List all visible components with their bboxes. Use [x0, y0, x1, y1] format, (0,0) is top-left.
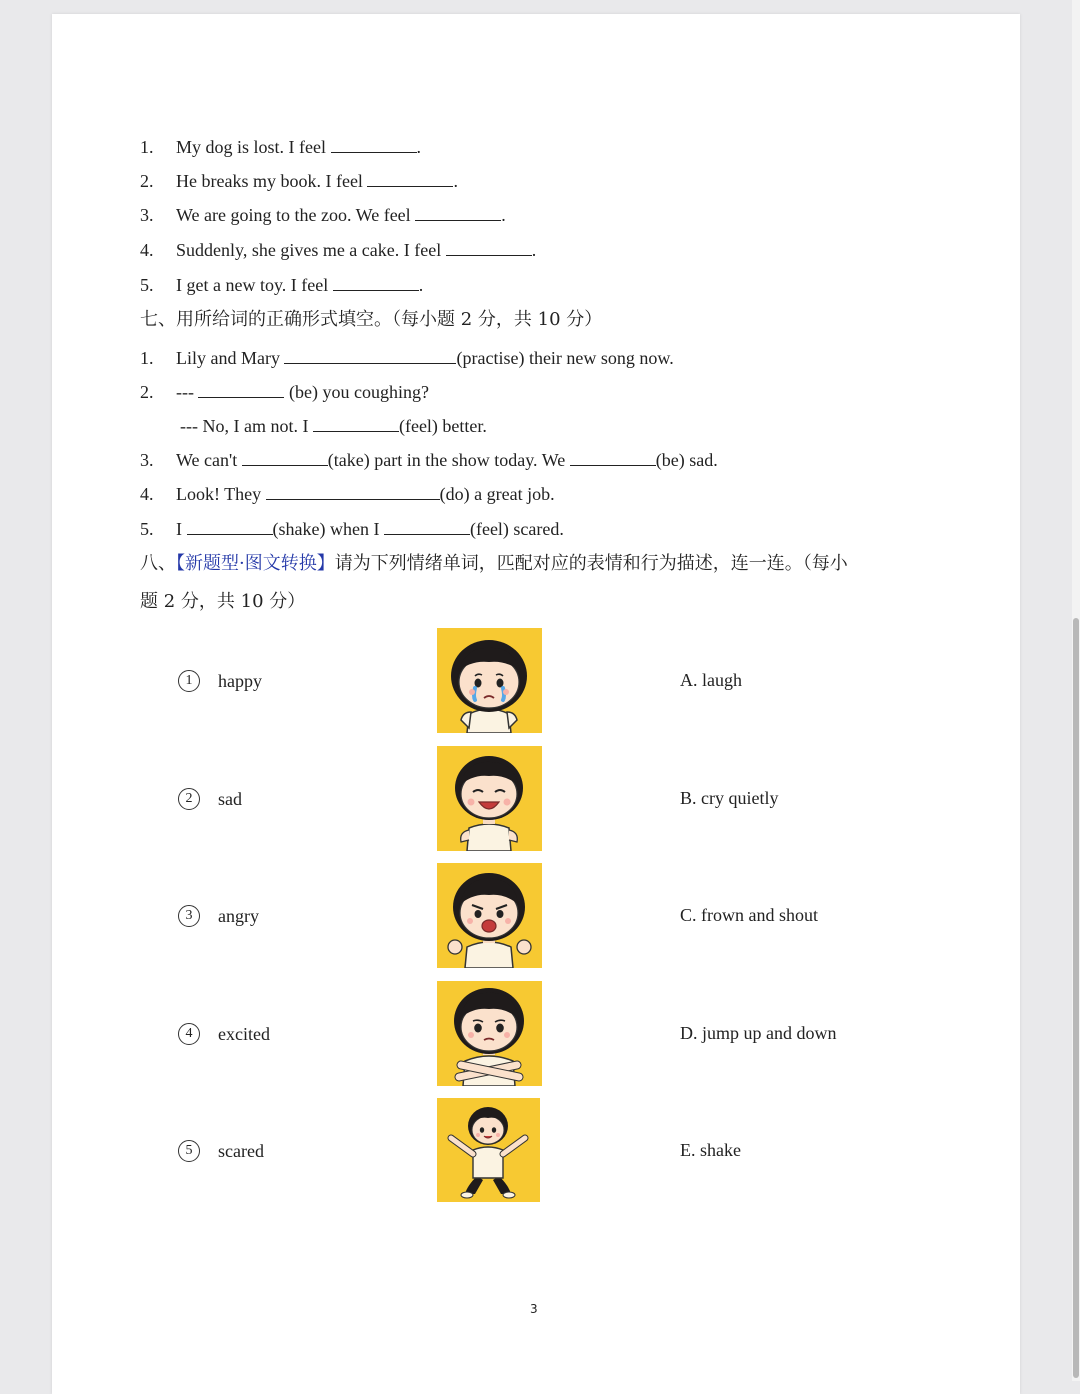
emotion-word[interactable]: excited — [218, 1024, 270, 1044]
answer-blank[interactable] — [331, 136, 417, 153]
emotion-word[interactable]: sad — [218, 789, 242, 809]
s6-item-1: 1. My dog is lost. I feel . — [140, 137, 421, 157]
answer-blank[interactable] — [198, 381, 284, 398]
behavior-description[interactable]: C. frown and shout — [680, 905, 818, 925]
behavior-description[interactable]: A. laugh — [680, 670, 742, 690]
answer-blank[interactable] — [313, 415, 399, 432]
emotion-word[interactable]: angry — [218, 906, 259, 926]
crying-face-picture[interactable] — [437, 628, 542, 733]
circled-number: 2 — [178, 788, 200, 810]
s7-item-5: 5. I (shake) when I (feel) scared. — [140, 519, 564, 539]
answer-blank[interactable] — [570, 449, 656, 466]
s7-item-2: 2. --- (be) you coughing? — [140, 382, 429, 402]
answer-blank[interactable] — [384, 518, 470, 535]
answer-blank[interactable] — [367, 170, 453, 187]
question-type-tag: 【新题型·图文转换】 — [176, 553, 335, 574]
circled-number: 5 — [178, 1140, 200, 1162]
answer-blank[interactable] — [187, 518, 273, 535]
jumping-child-picture[interactable] — [437, 1098, 540, 1202]
circled-number: 4 — [178, 1023, 200, 1045]
s6-item-4: 4. Suddenly, she gives me a cake. I feel . — [140, 240, 537, 260]
answer-blank[interactable] — [266, 483, 440, 500]
emotion-word[interactable]: scared — [218, 1141, 264, 1161]
s7-item-4: 4. Look! They (do) a great job. — [140, 484, 555, 504]
shouting-face-picture[interactable] — [437, 863, 542, 968]
behavior-description[interactable]: D. jump up and down — [680, 1023, 837, 1043]
s6-item-5: 5. I get a new toy. I feel . — [140, 275, 424, 295]
answer-blank[interactable] — [415, 204, 501, 221]
s7-item-1: 1. Lily and Mary (practise) their new song now. — [140, 348, 674, 368]
laughing-face-picture[interactable] — [437, 746, 542, 851]
s7-item-3: 3. We can't (take) part in the show today. We (be) sad. — [140, 450, 718, 470]
answer-blank[interactable] — [333, 274, 419, 291]
s6-item-3: 3. We are going to the zoo. We feel . — [140, 205, 506, 225]
behavior-description[interactable]: E. shake — [680, 1140, 741, 1160]
arms-crossed-face-picture[interactable] — [437, 981, 542, 1086]
circled-number: 1 — [178, 670, 200, 692]
behavior-description[interactable]: B. cry quietly — [680, 788, 779, 808]
s6-item-2: 2. He breaks my book. I feel . — [140, 171, 458, 191]
answer-blank[interactable] — [446, 239, 532, 256]
page-number: 3 — [530, 1302, 538, 1316]
answer-blank[interactable] — [284, 347, 456, 364]
s7-item-2-reply: --- No, I am not. I (feel) better. — [180, 416, 487, 436]
section-8-heading-cont: 题 2 分，共 10 分） — [140, 591, 306, 612]
section-8-heading: 八、【新题型·图文转换】请为下列情绪单词，匹配对应的表情和行为描述，连一连。（每小 — [140, 553, 848, 574]
scrollbar-thumb[interactable] — [1073, 618, 1079, 1378]
circled-number: 3 — [178, 905, 200, 927]
answer-blank[interactable] — [242, 449, 328, 466]
section-7-heading: 七、用所给词的正确形式填空。（每小题 2 分，共 10 分） — [140, 309, 603, 330]
emotion-word[interactable]: happy — [218, 671, 262, 691]
